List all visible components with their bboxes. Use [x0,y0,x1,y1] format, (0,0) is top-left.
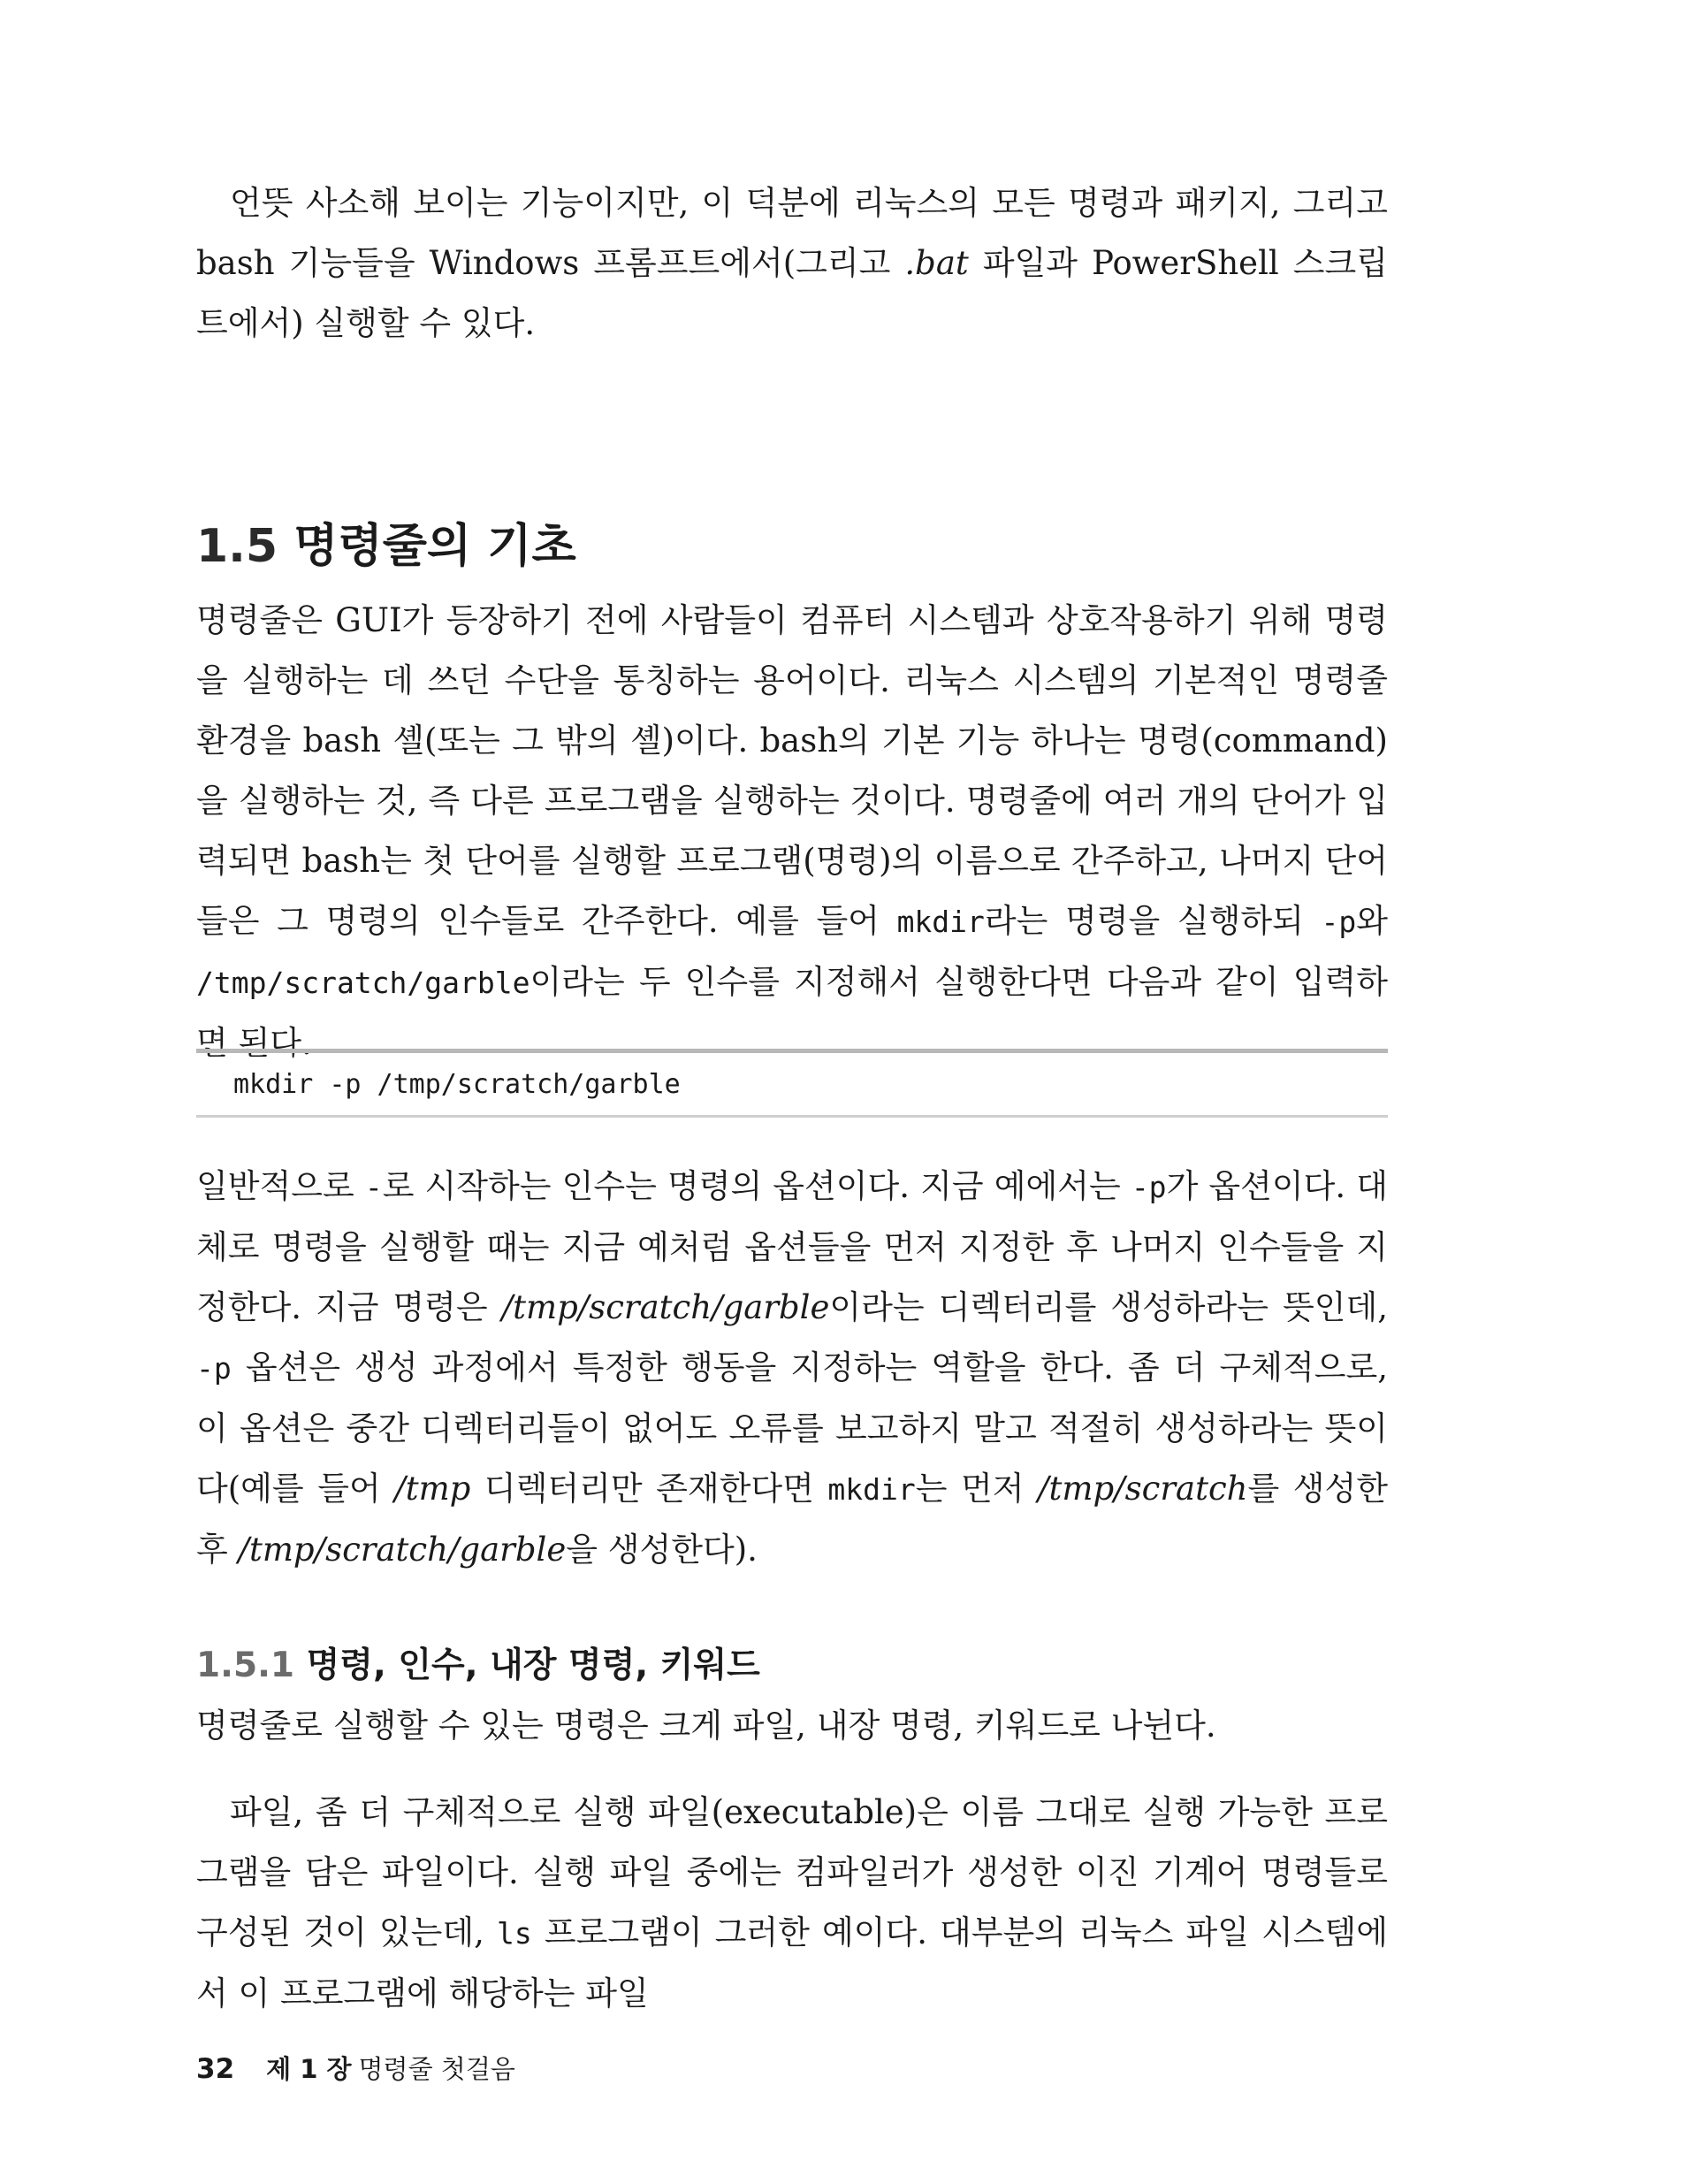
intro-paragraph [196,173,1388,354]
options-paragraph [196,1157,1388,1580]
files-paragraph [196,1783,1388,2024]
para2-text-6: 디렉터리만 존재한다면 [470,1470,828,1508]
subsection-number: 1.5.1 [196,1646,295,1685]
chapter-label: 제 1 장 [266,2054,352,2084]
intro-text-1: 언뜻 사소해 보이는 기능이지만, 이 덕분에 리눅스의 모든 명령과 패키지, 그리고 bash 기능들을 Windows 프롬프트에서(그리고 [196,184,1388,282]
para1-text-4: 이라는 두 인수를 지정해서 실행한다면 다음과 같이 입력하면 된다. [196,963,1388,1062]
code-p-option: -p [1321,905,1357,939]
para2-text-1: 일반적으로 [196,1167,365,1205]
page-footer [196,2050,515,2086]
para2-text-7: 는 먼저 [915,1470,1039,1508]
para1-text-3: 와 [1356,902,1388,940]
term-file: 파일 [230,1793,293,1831]
code-mkdir: mkdir [827,1472,916,1507]
para2-text-8: 를 생성한 후 [196,1470,1389,1569]
code-ls: ls [497,1916,532,1951]
term-executable: 실행 파일 [573,1793,712,1831]
code-p-option: -p [1131,1170,1167,1204]
subsection-title: 명령, 인수, 내장 명령, 키워드 [306,1646,760,1685]
code-block [196,1049,1388,1118]
para2-text-9: 을 생성한다). [566,1531,758,1569]
italic-path: /tmp/scratch/garble [238,1531,567,1569]
subsection-heading [196,1638,760,1687]
para1-text-2: 라는 명령을 실행하되 [984,902,1322,940]
code-dash: - [364,1170,383,1204]
italic-path: /tmp [394,1470,471,1508]
code-p-option: -p [196,1351,232,1386]
chapter-title: 명령줄 첫걸음 [358,2054,515,2084]
code-path: /tmp/scratch/garble [196,966,530,1000]
italic-path: /tmp/scratch/garble [501,1288,830,1326]
section-heading [196,508,576,575]
code-mkdir: mkdir [896,905,985,939]
para2-text-2: 로 시작하는 인수는 명령의 옵션이다. 지금 예에서는 [382,1167,1131,1205]
intro-text-2: 파일과 PowerShell 스크립트에서) 실행할 수 있다. [196,244,1388,342]
commands-intro-paragraph [196,1696,1388,1756]
command-line-paragraph [196,591,1388,1073]
para2-text-3: 가 옵션이다. 대체로 명령을 실행할 때는 지금 예처럼 옵션들을 먼저 지정한 후 나머지 인수들을 지정한다. 지금 명령은 [196,1167,1388,1326]
intro-bat-extension: .bat [904,244,969,282]
section-title: 명령줄의 기초 [293,520,576,573]
section-number: 1.5 [196,520,278,573]
para4-text-1: , 좀 더 구체적으로 [293,1793,574,1831]
para1-text-1: 은 GUI가 등장하기 전에 사람들이 컴퓨터 시스템과 상호작용하기 위해 명령을 실행하는 데 쓰던 수단을 통칭하는 용어이다. 리눅스 시스템의 기본적인 명령줄 환경을 bash 셸(또는 그 밖의 셸)이다. bash의 기본 기능 하나는 명령(command)을 실행하는 것, 즉 다른 프로그램을 실행하는 것이다. 명령줄에 여러 개의 단어가 입력되면 bash는 첫 단어를 실행할 프로그램(명령)의 이름으로 간주하고, 나머지 단어들은 그 명령의 인수들로 간주한다. 예를 들어 [196,601,1388,940]
para4-text-2: (executable)은 이름 그대로 실행 가능한 프로그램을 담은 파일이다. 실행 파일 중에는 컴파일러가 생성한 이진 기계어 명령들로 구성된 것이 있는데, [196,1793,1388,1951]
page-number: 32 [196,2053,235,2085]
term-command-line: 명령줄 [196,601,292,639]
para2-text-4: 이라는 디렉터리를 생성하라는 뜻인데, [829,1288,1389,1326]
italic-path: /tmp/scratch [1038,1470,1248,1508]
para2-text-5: 옵션은 생성 과정에서 특정한 행동을 지정하는 역할을 한다. 좀 더 구체적으로, 이 옵션은 중간 디렉터리들이 없어도 오류를 보고하지 말고 적절히 생성하라는 뜻이다(예를 들어 [196,1348,1388,1508]
code-line: mkdir -p /tmp/scratch/garble [233,1069,681,1100]
para3-text: 명령줄로 실행할 수 있는 명령은 크게 파일, 내장 명령, 키워드로 나뉜다. [196,1707,1216,1745]
para4-text-3: 프로그램이 그러한 예이다. 대부분의 리눅스 파일 시스템에서 이 프로그램에 해당하는 파일 [196,1913,1388,2012]
